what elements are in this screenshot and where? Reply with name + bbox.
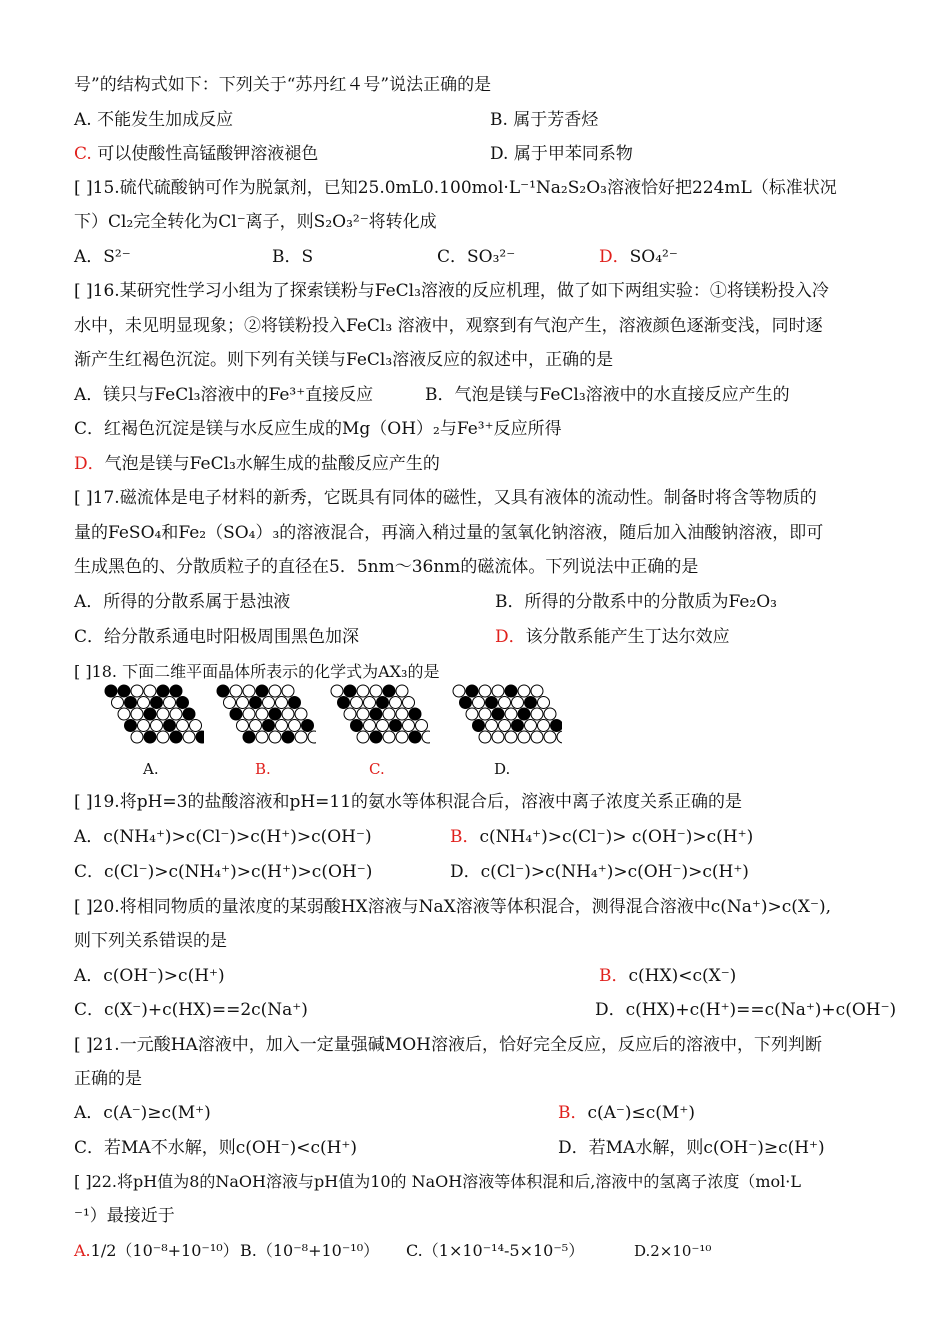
lattice-atom-light bbox=[403, 697, 415, 709]
q22-option-a-text: 1/2（10⁻⁸+10⁻¹⁰） bbox=[90, 1241, 239, 1260]
lattice-atom-dark bbox=[269, 708, 281, 720]
lattice-atom-light bbox=[243, 685, 255, 697]
lattice-atom-light bbox=[531, 708, 543, 720]
q17-option-b: B．所得的分散系中的分散质为Fe₂O₃ bbox=[495, 592, 777, 612]
q15-option-a: A．S²⁻ bbox=[74, 247, 131, 267]
q17-line-3: 生成黑色的、分散质粒子的直径在5．5nm～36nm的磁流体。下列说法中正确的是 bbox=[74, 557, 699, 577]
lattice-atom-light bbox=[151, 720, 163, 732]
lattice-atom-light bbox=[282, 708, 294, 720]
q17-option-d-text: 该分散系能产生丁达尔效应 bbox=[525, 627, 730, 647]
q22-option-d: D.2×10⁻¹⁰ bbox=[634, 1242, 712, 1260]
lattice-atom-dark bbox=[151, 697, 163, 709]
q20-option-b-text: c(HX)<c(X⁻) bbox=[628, 966, 737, 986]
lattice-atom-light bbox=[525, 720, 537, 732]
q21-option-a: A．c(A⁻)≥c(M⁺) bbox=[74, 1103, 211, 1123]
lattice-atom-dark bbox=[183, 708, 195, 720]
lattice-atom-light bbox=[383, 708, 395, 720]
lattice-atom-light bbox=[157, 708, 169, 720]
q19-stem: [ ]19.将pH=3的盐酸溶液和pH=11的氨水等体积混合后，溶液中离子浓度关系正确的是 bbox=[74, 792, 743, 812]
lattice-atom-dark bbox=[302, 720, 314, 732]
q19-option-b-text: c(NH₄⁺)>c(Cl⁻)> c(OH⁻)>c(H⁺) bbox=[479, 827, 754, 847]
crystal-c-diagram bbox=[330, 684, 430, 748]
lattice-atom-light bbox=[473, 697, 485, 709]
q21-option-d: D．若MA水解，则c(OH⁻)≥c(H⁺) bbox=[558, 1138, 825, 1158]
lattice-atom-light bbox=[308, 731, 316, 743]
lattice-atom-light bbox=[131, 708, 143, 720]
q22-option-a bbox=[74, 1239, 239, 1263]
lattice-atom-light bbox=[403, 720, 415, 732]
lattice-atom-light bbox=[250, 720, 262, 732]
lattice-atom-light bbox=[390, 697, 402, 709]
q19-option-b bbox=[450, 825, 753, 849]
lattice-atom-light bbox=[183, 731, 195, 743]
lattice-atom-light bbox=[344, 708, 356, 720]
lattice-atom-dark bbox=[473, 720, 485, 732]
crystal-b-diagram bbox=[216, 684, 316, 748]
lattice-atom-light bbox=[531, 685, 543, 697]
q21-line-1: [ ]21.一元酸HA溶液中，加入一定量强碱MOH溶液后，恰好完全反应，反应后的溶液中，下列判断 bbox=[74, 1035, 822, 1055]
lattice-atom-light bbox=[331, 685, 343, 697]
lattice-atom-dark bbox=[157, 685, 169, 697]
lattice-atom-light bbox=[295, 708, 307, 720]
q21-option-b bbox=[558, 1101, 695, 1125]
lattice-atom-light bbox=[263, 697, 275, 709]
lattice-atom-dark bbox=[230, 708, 242, 720]
lattice-atom-light bbox=[486, 720, 498, 732]
lattice-atom-light bbox=[112, 697, 124, 709]
lattice-atom-light bbox=[138, 697, 150, 709]
q20-option-b-letter: B． bbox=[599, 966, 629, 986]
lattice-atom-dark bbox=[390, 720, 402, 732]
q16-option-c: C．红褐色沉淀是镁与水反应生成的Mg（OH）₂与Fe³⁺反应所得 bbox=[74, 419, 562, 439]
lattice-atom-light bbox=[357, 731, 369, 743]
lattice-atom-dark bbox=[289, 697, 301, 709]
crystal-label-d: D. bbox=[494, 760, 511, 778]
q16-option-a: A．镁只与FeCl₃溶液中的Fe³⁺直接反应 bbox=[74, 385, 374, 405]
q17-option-c: C．给分散系通电时阳极周围黑色加深 bbox=[74, 627, 360, 647]
lattice-atom-dark bbox=[409, 708, 421, 720]
q16-option-d bbox=[74, 452, 440, 476]
q16-option-d-text: 气泡是镁与FeCl₃水解生成的盐酸反应产生的 bbox=[104, 454, 440, 474]
lattice-atom-light bbox=[237, 697, 249, 709]
lattice-atom-light bbox=[544, 708, 556, 720]
lattice-atom-light bbox=[479, 685, 491, 697]
lattice-atom-dark bbox=[263, 720, 275, 732]
lattice-atom-light bbox=[544, 731, 556, 743]
lattice-atom-light bbox=[357, 685, 369, 697]
q14-option-d: D. 属于甲苯同系物 bbox=[490, 144, 633, 164]
lattice-atom-light bbox=[466, 708, 478, 720]
lattice-atom-light bbox=[230, 685, 242, 697]
lattice-atom-dark bbox=[492, 708, 504, 720]
lattice-atom-light bbox=[276, 697, 288, 709]
q15-option-d-letter: D． bbox=[599, 247, 630, 267]
lattice-atom-light bbox=[396, 708, 408, 720]
lattice-atom-light bbox=[396, 685, 408, 697]
q14-stem: 号”的结构式如下：下列关于“苏丹红４号”说法正确的是 bbox=[74, 75, 492, 95]
lattice-atom-light bbox=[492, 685, 504, 697]
lattice-atom-light bbox=[269, 731, 281, 743]
lattice-atom-dark bbox=[512, 720, 524, 732]
crystal-label-a: A. bbox=[143, 760, 159, 778]
lattice-atom-dark bbox=[551, 720, 563, 732]
lattice-atom-light bbox=[492, 731, 504, 743]
lattice-atom-light bbox=[351, 697, 363, 709]
q22-option-c: C.（1×10⁻¹⁴-5×10⁻⁵） bbox=[406, 1241, 585, 1260]
q14-option-c-letter: C. bbox=[74, 144, 92, 164]
lattice-atom-dark bbox=[370, 731, 382, 743]
lattice-atom-dark bbox=[383, 685, 395, 697]
lattice-atom-dark bbox=[351, 720, 363, 732]
lattice-atom-dark bbox=[505, 685, 517, 697]
q19-option-a: A．c(NH₄⁺)>c(Cl⁻)>c(H⁺)>c(OH⁻) bbox=[74, 827, 372, 847]
lattice-atom-light bbox=[377, 720, 389, 732]
lattice-atom-light bbox=[531, 731, 543, 743]
q21-option-b-letter: B． bbox=[558, 1103, 588, 1123]
lattice-atom-dark bbox=[217, 685, 229, 697]
lattice-atom-light bbox=[131, 731, 143, 743]
q20-line-2: 则下列关系错误的是 bbox=[74, 931, 227, 951]
lattice-atom-light bbox=[157, 731, 169, 743]
lattice-atom-dark bbox=[177, 697, 189, 709]
lattice-atom-dark bbox=[170, 731, 182, 743]
q20-option-b bbox=[599, 964, 736, 988]
lattice-atom-dark bbox=[125, 697, 137, 709]
lattice-atom-light bbox=[138, 720, 150, 732]
lattice-atom-light bbox=[243, 708, 255, 720]
lattice-atom-dark bbox=[525, 697, 537, 709]
lattice-atom-light bbox=[276, 720, 288, 732]
lattice-atom-light bbox=[164, 697, 176, 709]
lattice-atom-light bbox=[505, 708, 517, 720]
lattice-atom-light bbox=[518, 685, 530, 697]
lattice-atom-light bbox=[396, 731, 408, 743]
lattice-atom-light bbox=[190, 720, 202, 732]
lattice-atom-dark bbox=[370, 708, 382, 720]
lattice-atom-light bbox=[269, 685, 281, 697]
lattice-atom-light bbox=[512, 697, 524, 709]
lattice-atom-dark bbox=[466, 685, 478, 697]
lattice-atom-dark bbox=[125, 720, 137, 732]
q22-line-1: [ ]22.将pH值为8的NaOH溶液与pH值为10的 NaOH溶液等体积混和后,溶液中的氢离子浓度（mol·L bbox=[74, 1172, 801, 1191]
lattice-atom-light bbox=[364, 720, 376, 732]
lattice-atom-light bbox=[538, 720, 550, 732]
q15-line-2: 下）Cl₂完全转化为Cl⁻离子，则S₂O₃²⁻将转化成 bbox=[74, 212, 437, 232]
lattice-atom-light bbox=[289, 720, 301, 732]
lattice-atom-light bbox=[453, 685, 465, 697]
q21-option-c: C．若MA不水解，则c(OH⁻)<c(H⁺) bbox=[74, 1138, 358, 1158]
lattice-atom-light bbox=[131, 685, 143, 697]
lattice-atom-dark bbox=[409, 731, 421, 743]
lattice-atom-dark bbox=[196, 731, 204, 743]
q21-line-2: 正确的是 bbox=[74, 1069, 142, 1089]
lattice-atom-dark bbox=[118, 685, 130, 697]
q20-option-a: A．c(OH⁻)>c(H⁺) bbox=[74, 966, 225, 986]
lattice-atom-light bbox=[256, 708, 268, 720]
q16-line-1: [ ]16.某研究性学习小组为了探索镁粉与FeCl₃溶液的反应机理，做了如下两组实验：①将镁粉投入冷 bbox=[74, 281, 829, 301]
q16-line-3: 渐产生红褐色沉淀。则下列有关镁与FeCl₃溶液反应的叙述中，正确的是 bbox=[74, 350, 614, 370]
q19-option-d: D．c(Cl⁻)>c(NH₄⁺)>c(OH⁻)>c(H⁺) bbox=[450, 862, 749, 882]
lattice-atom-light bbox=[237, 720, 249, 732]
lattice-atom-light bbox=[170, 708, 182, 720]
lattice-atom-dark bbox=[486, 697, 498, 709]
lattice-atom-light bbox=[370, 685, 382, 697]
lattice-atom-light bbox=[256, 731, 268, 743]
q21-option-b-text: c(A⁻)≤c(M⁺) bbox=[587, 1103, 695, 1123]
q17-line-1: [ ]17.磁流体是电子材料的新秀，它既具有同体的磁性，又具有液体的流动性。制备时将含等物质的 bbox=[74, 488, 817, 508]
lattice-atom-light bbox=[357, 708, 369, 720]
q18-stem: [ ]18. 下面二维平面晶体所表示的化学式为AX₃的是 bbox=[74, 662, 440, 681]
lattice-atom-dark bbox=[144, 731, 156, 743]
lattice-atom-light bbox=[144, 685, 156, 697]
q15-line-1: [ ]15.硫代硫酸钠可作为脱氯剂，已知25.0mL0.100mol·L⁻¹Na₂S₂O₃溶液恰好把224mL（标准状况 bbox=[74, 178, 837, 198]
q14-option-c bbox=[74, 142, 318, 166]
lattice-atom-dark bbox=[243, 731, 255, 743]
q14-option-a: A. 不能发生加成反应 bbox=[74, 110, 234, 130]
q17-option-a: A．所得的分散系属于悬浊液 bbox=[74, 592, 291, 612]
q20-line-1: [ ]20.将相同物质的量浓度的某弱酸HX溶液与NaX溶液等体积混合，测得混合溶液中c(Na⁺)>c(X⁻), bbox=[74, 897, 832, 917]
lattice-atom-light bbox=[295, 731, 307, 743]
q15-option-c: C．SO₃²⁻ bbox=[437, 247, 516, 267]
lattice-atom-dark bbox=[144, 708, 156, 720]
q20-option-d: D．c(HX)+c(H⁺)==c(Na⁺)+c(OH⁻) bbox=[595, 1000, 897, 1020]
q17-option-d bbox=[495, 625, 730, 649]
lattice-atom-light bbox=[499, 697, 511, 709]
lattice-atom-light bbox=[479, 731, 491, 743]
lattice-atom-dark bbox=[338, 697, 350, 709]
q14-option-c-text: 可以使酸性高锰酸钾溶液褪色 bbox=[91, 144, 319, 164]
lattice-atom-light bbox=[416, 720, 428, 732]
lattice-atom-light bbox=[422, 731, 430, 743]
q16-option-d-letter: D． bbox=[74, 454, 105, 474]
crystal-d-diagram bbox=[452, 684, 562, 748]
lattice-atom-light bbox=[224, 697, 236, 709]
q16-line-2: 水中，未见明显现象；②将镁粉投入FeCl₃ 溶液中，观察到有气泡产生，溶液颜色逐渐变浅，同时逐 bbox=[74, 316, 823, 336]
lattice-atom-light bbox=[177, 720, 189, 732]
crystal-label-b: B. bbox=[255, 760, 271, 778]
q22-line-2: ⁻¹）最接近于 bbox=[74, 1206, 175, 1226]
q19-option-b-letter: B． bbox=[450, 827, 480, 847]
lattice-atom-light bbox=[538, 697, 550, 709]
q22-option-a-letter: A. bbox=[74, 1241, 91, 1260]
q14-option-b: B. 属于芳香烃 bbox=[490, 110, 599, 130]
crystal-label-c: C. bbox=[369, 760, 385, 778]
lattice-atom-dark bbox=[377, 697, 389, 709]
lattice-atom-light bbox=[479, 708, 491, 720]
q15-option-b: B．S bbox=[272, 247, 314, 267]
lattice-atom-light bbox=[557, 731, 562, 743]
lattice-atom-dark bbox=[250, 697, 262, 709]
lattice-atom-light bbox=[518, 731, 530, 743]
q22-option-b: B.（10⁻⁸+10⁻¹⁰） bbox=[240, 1241, 380, 1260]
lattice-atom-dark bbox=[344, 685, 356, 697]
lattice-atom-light bbox=[118, 708, 130, 720]
lattice-atom-dark bbox=[164, 720, 176, 732]
lattice-atom-light bbox=[364, 697, 376, 709]
lattice-atom-dark bbox=[170, 685, 182, 697]
lattice-atom-dark bbox=[282, 731, 294, 743]
lattice-atom-dark bbox=[105, 685, 117, 697]
q15-option-d-text: SO₄²⁻ bbox=[629, 247, 678, 267]
q17-line-2: 量的FeSO₄和Fe₂（SO₄）₃的溶液混合，再滴入稍过量的氢氧化钠溶液，随后加入油酸钠溶液，即可 bbox=[74, 523, 824, 543]
q17-option-d-letter: D． bbox=[495, 627, 526, 647]
q15-option-d bbox=[599, 245, 678, 269]
q16-option-b: B．气泡是镁与FeCl₃溶液中的水直接反应产生的 bbox=[425, 385, 790, 405]
lattice-atom-light bbox=[505, 731, 517, 743]
crystal-a-diagram bbox=[104, 684, 204, 748]
lattice-atom-light bbox=[383, 731, 395, 743]
q20-option-c: C．c(X⁻)+c(HX)==2c(Na⁺) bbox=[74, 1000, 308, 1020]
q19-option-c: C．c(Cl⁻)>c(NH₄⁺)>c(H⁺)>c(OH⁻) bbox=[74, 862, 373, 882]
lattice-atom-dark bbox=[460, 697, 472, 709]
lattice-atom-dark bbox=[518, 708, 530, 720]
lattice-atom-dark bbox=[256, 685, 268, 697]
lattice-atom-light bbox=[282, 685, 294, 697]
lattice-atom-light bbox=[499, 720, 511, 732]
